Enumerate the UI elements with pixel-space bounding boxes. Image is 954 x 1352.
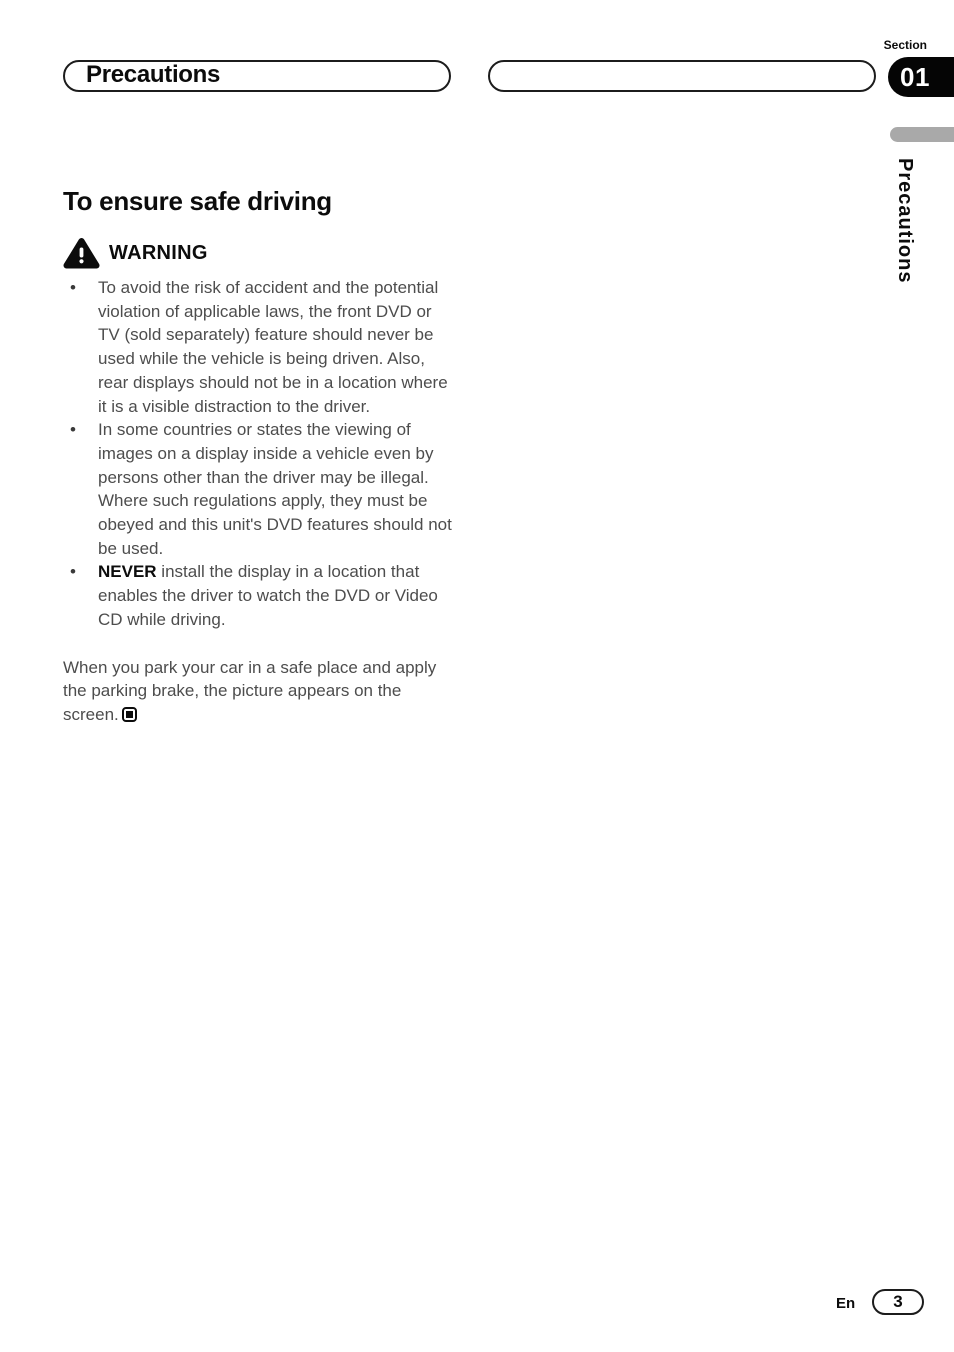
bullet-text bbox=[98, 560, 455, 631]
page-title: To ensure safe driving bbox=[63, 186, 332, 216]
sidebar-accent-bar bbox=[890, 127, 954, 142]
warning-label: WARNING bbox=[109, 241, 208, 264]
closing-paragraph bbox=[63, 656, 455, 727]
main-content bbox=[63, 186, 455, 727]
header-tab-empty bbox=[488, 60, 876, 92]
section-number: 01 bbox=[900, 61, 930, 92]
bullet-marker: • bbox=[70, 562, 76, 582]
warning-bullet-item bbox=[63, 560, 455, 631]
bullet-text bbox=[98, 276, 455, 418]
section-number-badge bbox=[888, 57, 954, 97]
warning-header bbox=[63, 237, 455, 269]
bullet-text bbox=[98, 418, 455, 560]
footer-language-label: En bbox=[836, 1295, 856, 1312]
bullet-marker: • bbox=[70, 278, 76, 297]
bullet-body-text: In some countries or states the viewing of images on a display inside a vehicle even by persons other than the driver may be illegal. Where such regulations apply, they must be obeyed and this unit's DVD features should not be used. bbox=[98, 420, 452, 558]
footer-page-number: 3 bbox=[893, 1292, 903, 1311]
warning-triangle-icon bbox=[63, 237, 100, 269]
warning-bullet-item bbox=[63, 276, 455, 418]
footer-page-number-badge bbox=[872, 1289, 924, 1315]
warning-bullet-list bbox=[63, 276, 455, 632]
bullet-bold-text: NEVER bbox=[98, 562, 157, 582]
sidebar-vertical-label: Precautions bbox=[894, 158, 916, 284]
section-label: Section bbox=[883, 38, 927, 52]
end-of-section-icon bbox=[122, 707, 137, 722]
bullet-marker: • bbox=[70, 420, 76, 440]
header-tab-title: Precautions bbox=[86, 61, 221, 88]
bullet-body-text: To avoid the risk of accident and the potential violation of applicable laws, the front DVD or TV (sold separately) feature should never be used while the vehicle is being driven. Also, rear displays should not be in a location where it is a visible distraction to the driver. bbox=[98, 278, 448, 416]
warning-bullet-item bbox=[63, 418, 455, 560]
closing-paragraph-text: When you park your car in a safe place and apply the parking brake, the picture appears on the screen. bbox=[63, 657, 437, 724]
bullet-body-text: install the display in a location that enables the driver to watch the DVD or Video CD while driving. bbox=[98, 562, 438, 629]
header-tab-precautions bbox=[63, 60, 451, 92]
